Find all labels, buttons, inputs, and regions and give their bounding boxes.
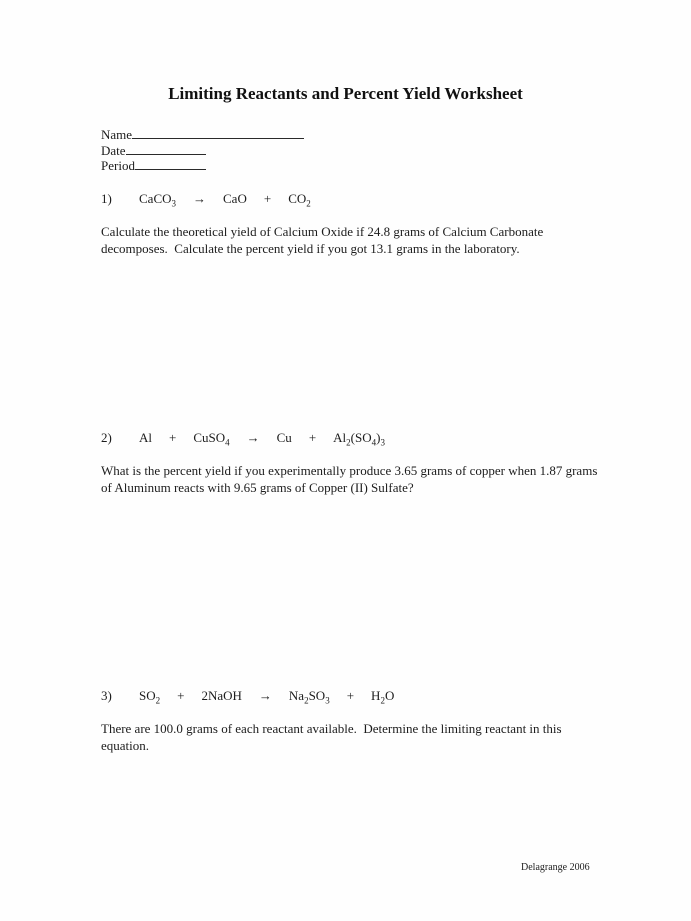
period-label: Period [101,158,135,174]
name-blank-line [132,126,304,139]
date-blank-line [126,142,206,155]
problem-1-formula: CaCO$_3$ → CaO + $CO_2$ [139,191,311,209]
problem-1-number: 1) [101,191,112,206]
period-field-row [101,157,304,173]
date-field-row [101,142,304,158]
problem-1-question: Calculate the theoretical yield of Calcium Oxide if 24.8 grams of Calcium Carbonate decomposes. Calculate the percent yield if you got 13.1 grams in the laboratory. [101,224,544,256]
date-label: Date [101,142,126,158]
problem-2 [101,429,601,496]
problem-1-equation [101,190,601,207]
problem-1 [101,190,601,257]
problem-2-formula: Al + CuSO$_4$ → Cu + $Al_2(SO_4)_3$ [139,430,385,448]
problem-3 [101,687,601,754]
student-info-fields [101,126,304,173]
problem-3-question: There are 100.0 grams of each reactant available. Determine the limiting reactant in this equation. [101,721,562,753]
problem-3-equation [101,687,601,704]
footer-credit: Delagrange 2006 [521,862,590,873]
name-label: Name [101,127,133,142]
problem-3-number: 3) [101,688,112,703]
problem-3-formula: $SO_2$ + 2NaOH → $Na_2SO_3$ + $H_2O$ [139,688,395,706]
worksheet-title: Limiting Reactants and Percent Yield Worksheet [168,84,523,103]
problem-2-number: 2) [101,430,112,445]
problem-2-equation [101,429,601,446]
name-field-row [101,126,304,142]
problem-2-question: What is the percent yield if you experimentally produce 3.65 grams of copper when 1.87 grams of Aluminum reacts with 9.65 grams of Copper (II) Sulfate? [101,463,598,495]
period-blank-line [135,157,206,170]
